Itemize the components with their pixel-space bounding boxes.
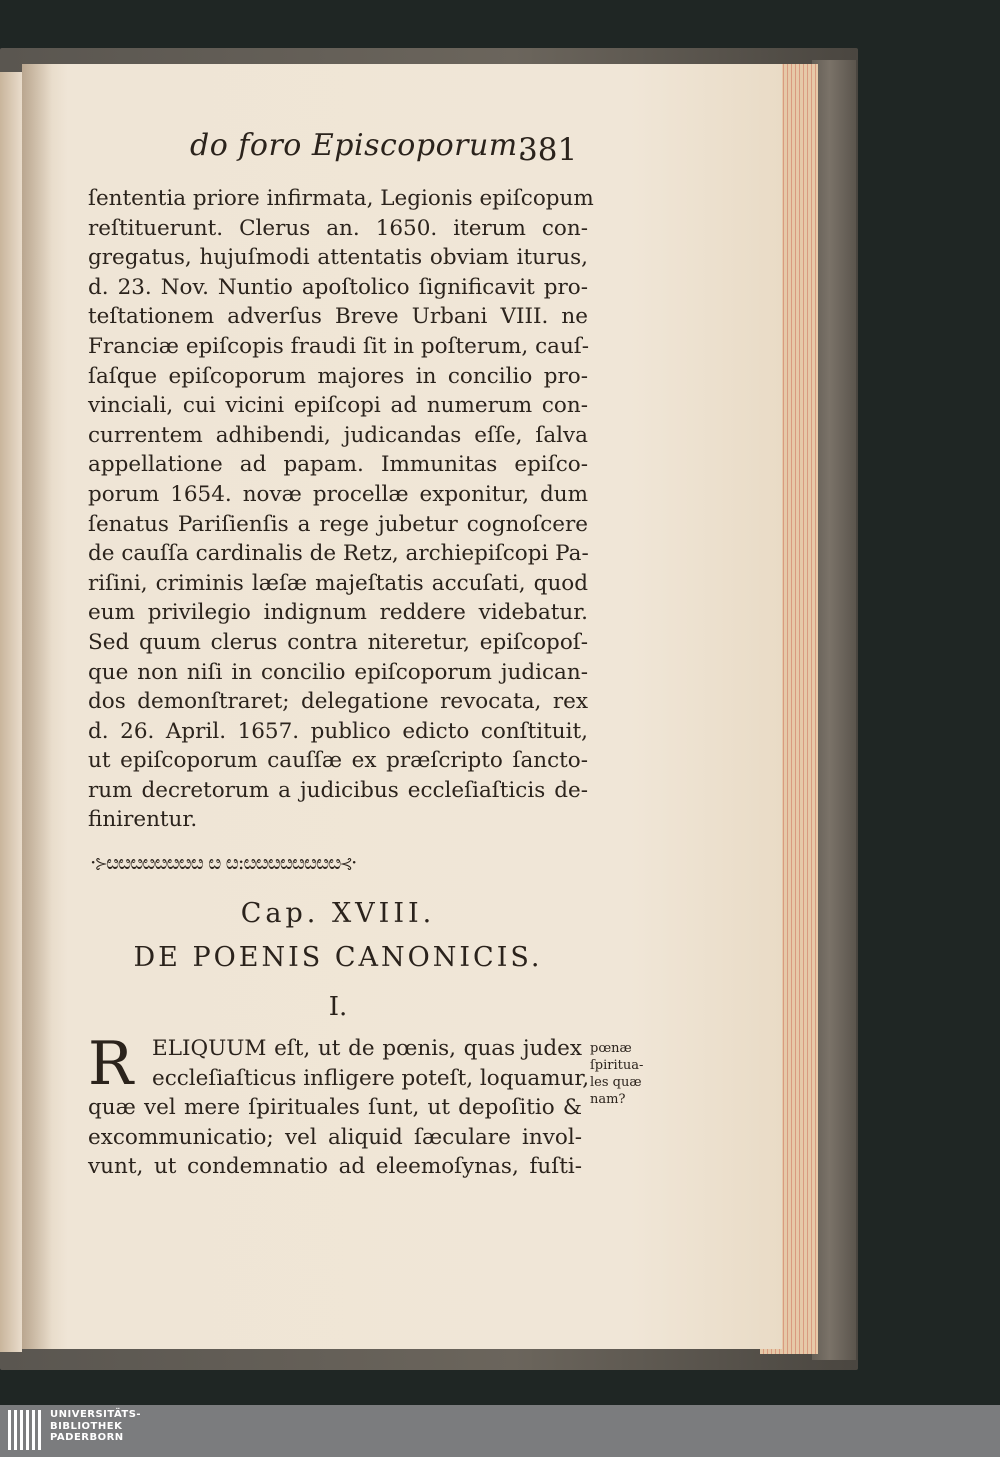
text-line: vunt, ut condemnatio ad eleemoſynas, fuſti- <box>88 1154 582 1180</box>
text-line: ELIQUUM eſt, ut de pœnis, quas judex <box>152 1036 582 1061</box>
library-footer-bar <box>0 1405 1000 1457</box>
chapter-title: DE POENIS CANONICIS. <box>133 942 543 973</box>
text-line: riſini, criminis læſæ majeſtatis accuſati, quod <box>88 570 588 596</box>
text-line: gregatus, hujuſmodi attentatis obviam iturus, <box>88 245 588 271</box>
text-line: ſenatus Pariſienſis a rege jubetur cognoſcere <box>88 511 588 537</box>
margin-note-line: pœnæ <box>590 1041 632 1056</box>
text-line: quæ vel mere ſpirituales ſunt, ut depoſitio & <box>88 1095 582 1121</box>
drop-cap: R <box>88 1029 134 1099</box>
text-line: ut epiſcoporum cauſſæ ex præſcripto ſancto- <box>88 748 588 774</box>
book-cover-edge <box>812 60 856 1360</box>
ornament-divider: ·⊱ೞೞೞೞೞೞೞೞ ೞ ೞ:ೞೞೞೞೞೞೞೞ⊰· <box>90 850 357 874</box>
text-line: eccleſiaſticus infligere poteſt, loquamur, <box>152 1065 590 1091</box>
text-line: vinciali, cui vicini epiſcopi ad numerum con- <box>88 393 588 419</box>
margin-note <box>590 1040 660 1108</box>
text-line: porum 1654. novæ procellæ exponitur, dum <box>88 481 588 507</box>
text-line: dos demonſtraret; delegatione revocata, rex <box>88 689 588 715</box>
text-line: Sed quum clerus contra niteretur, epiſcopoſ- <box>88 629 588 655</box>
margin-note-line: les quæ <box>590 1075 642 1090</box>
text-line: Franciæ epiſcopis fraudi ſit in poſterum, cauſ- <box>88 333 590 359</box>
running-head: do foro Episcoporum. <box>190 128 528 163</box>
text-line: d. 26. April. 1657. publico edicto conſtituit, <box>88 718 588 744</box>
library-name-line: BIBLIOTHEK <box>50 1420 123 1432</box>
text-line: teſtationem adverſus Breve Urbani VIII. ne <box>88 304 588 330</box>
text-line: finirentur. <box>88 807 198 833</box>
text-line: appellatione ad papam. Immunitas epiſco- <box>88 452 588 478</box>
text-line: excommunicatio; vel aliquid ſæculare invol- <box>88 1124 582 1150</box>
library-name-line: PADERBORN <box>50 1432 124 1443</box>
facing-page-edge <box>0 72 22 1352</box>
text-line: que non niſi in concilio epiſcoporum judican- <box>88 659 588 685</box>
gutter-shadow <box>22 64 52 1349</box>
text-line: currentem adhibendi, judicandas eſſe, ſalva <box>88 422 588 448</box>
margin-note-line: ſpiritua- <box>590 1058 644 1073</box>
text-line: reſtituerunt. Clerus an. 1650. iterum con- <box>88 215 588 241</box>
page-number: 381 <box>518 132 578 168</box>
body-text <box>88 184 594 835</box>
section-number: I. <box>328 992 348 1022</box>
text-line: eum privilegio indignum reddere videbatur. <box>88 600 588 626</box>
text-line: ſententia priore infirmata, Legionis epiſcopum <box>88 186 594 211</box>
text-line: ſaſque epiſcoporum majores in concilio pro- <box>88 363 588 389</box>
text-line: rum decretorum a judicibus eccleſiaſticis de- <box>88 777 588 803</box>
library-logo-icon <box>8 1410 44 1450</box>
library-name <box>50 1409 141 1444</box>
library-name-line: UNIVERSITÄTS- <box>50 1409 142 1420</box>
text-line: d. 23. Nov. Nuntio apoſtolico ſignificavit pro- <box>88 274 588 300</box>
margin-note-line: nam? <box>590 1092 626 1107</box>
chapter-heading: Cap. XVIII. <box>240 898 436 929</box>
text-line: de cauſſa cardinalis de Retz, archiepiſcopi Pa- <box>88 541 589 567</box>
section-paragraph <box>88 1029 590 1182</box>
